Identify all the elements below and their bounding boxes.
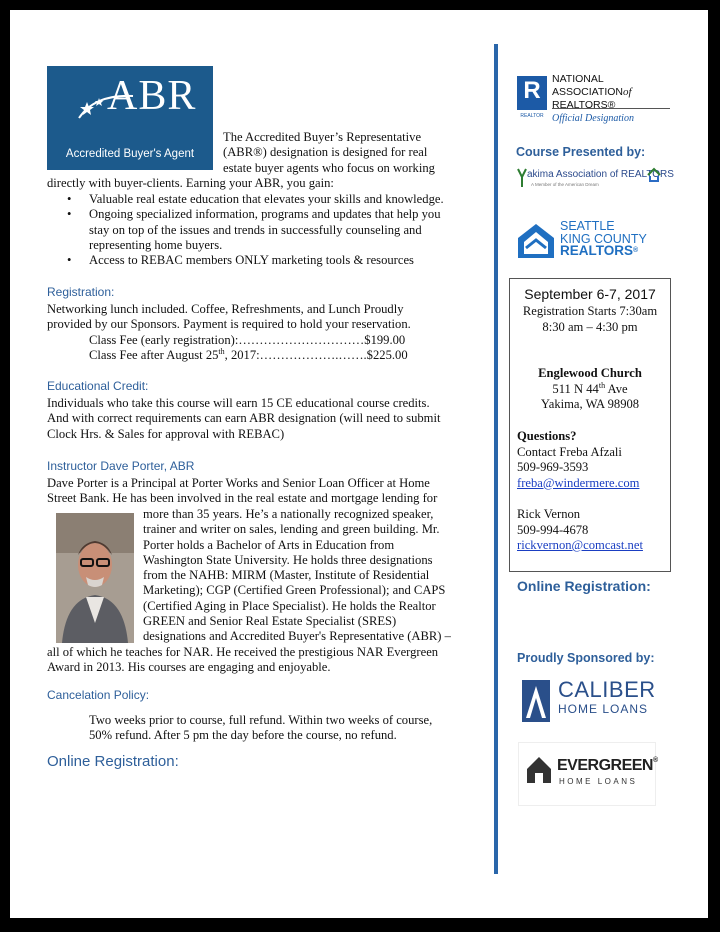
- list-item: • Access to REBAC members ONLY marketing tools & resources: [47, 253, 487, 268]
- vertical-divider: [494, 44, 498, 874]
- registration-text: Networking lunch included. Coffee, Refreshments, and Lunch Proudly provided by our Sponsors. Payment is required to hold your reservation. Class Fee (early registration):…………………………$199.00 Class Fee after August 25th, 2017:……………….…….$225.00: [47, 302, 411, 362]
- contact-info: Questions? Contact Freba Afzali 509-969-3593 freba@windermere.com Rick Vernon 509-994-4678 rickvernon@comcast.net: [517, 429, 643, 552]
- event-times: Registration Starts 7:30am 8:30 am – 4:30 pm: [522, 304, 658, 334]
- intro-full-line: directly with buyer-clients. Earning your ABR, you gain:: [47, 176, 334, 190]
- abr-logo-subtitle: Accredited Buyer's Agent: [65, 148, 195, 160]
- instructor-photo: [56, 513, 134, 643]
- official-designation: Official Designation: [552, 113, 634, 124]
- nar-rule: [552, 108, 670, 109]
- early-fee: Class Fee (early registration):…………………………$199.00: [89, 332, 406, 347]
- seattle-house-icon: [518, 220, 554, 260]
- list-item: • Valuable real estate education that elevates your skills and knowledge.: [47, 192, 487, 207]
- intro-line: (ABR®) designation is designed for real: [223, 145, 428, 160]
- registration-heading: Registration:: [47, 285, 115, 299]
- caliber-mark-icon: [520, 676, 552, 726]
- event-venue: Englewood Church 511 N 44th Ave Yakima, WA 98908: [538, 366, 642, 411]
- realtor-r-icon: R REALTOR: [517, 76, 547, 110]
- course-presented-heading: Course Presented by:: [516, 145, 646, 159]
- nar-logo-text: NATIONAL ASSOCIATIONof REALTORS®: [552, 73, 632, 111]
- cancel-text: Two weeks prior to course, full refund. Within two weeks of course, 50% refund. After 5 pm the day before the course, no refund.: [89, 713, 433, 743]
- instructor-heading: Instructor Dave Porter, ABR: [47, 459, 195, 473]
- event-date: September 6-7, 2017: [524, 286, 656, 302]
- credit-heading: Educational Credit:: [47, 379, 149, 393]
- intro-line: The Accredited Buyer’s Representative: [223, 130, 422, 144]
- instructor-bio-end: all of which he teaches for NAR. He received the prestigious NAR Evergreen Award in 2013. His courses are engaging and enjoyable.: [47, 645, 439, 675]
- list-item: • Ongoing specialized information, programs and updates that help you stay on top of the issues and trends in successfully counseling and representing home buyers.: [47, 207, 487, 253]
- late-fee: Class Fee after August 25th, 2017:……………….…….$225.00: [89, 346, 408, 362]
- sponsored-heading: Proudly Sponsored by:: [517, 651, 655, 665]
- intro-paragraph: [223, 130, 435, 176]
- evergreen-logo: EVERGREEN® HOME LOANS: [518, 742, 656, 806]
- yakima-y-icon: [517, 167, 527, 189]
- instructor-intro: Dave Porter is a Principal at Porter Works and Senior Loan Officer at Home Street Bank. He has been involved in the real estate and mortgage lending for: [47, 476, 438, 506]
- credit-text: Individuals who take this course will earn 15 CE educational course credits. And with correct requirements can earn ABR designation (will need to submit Clock Hrs. & Sales for approval with REBAC): [47, 396, 441, 441]
- abr-logo-text: ABR: [107, 73, 197, 119]
- benefits-list: [47, 192, 487, 268]
- instructor-portrait-image: [56, 513, 134, 643]
- intro-line: estate buyer agents who focus on working: [223, 160, 435, 175]
- flyer-page: [10, 10, 708, 918]
- abr-logo: [47, 66, 213, 170]
- cancel-heading: Cancelation Policy:: [47, 688, 150, 702]
- online-registration-left[interactable]: Online Registration:: [47, 753, 179, 770]
- email-link-rick[interactable]: rickvernon@comcast.net: [517, 538, 643, 552]
- email-link-freba[interactable]: freba@windermere.com: [517, 475, 640, 490]
- online-registration-right[interactable]: Online Registration:: [517, 578, 651, 594]
- yakima-logo: akima Association of REALTORS A Member of the American Dream: [517, 165, 667, 193]
- house-roof-icon: [647, 167, 661, 183]
- instructor-bio: more than 35 years. He’s a nationally recognized speaker, trainer and writer on sales, lending and green building. Mr. Porter holds a Bachelor of Arts in Education from Washington State University. He holds three designations from the NAHB: MIRM (Master, Institute of Residential Marketing); CGP (Certified Green Professional); and CAPS (Certified Aging in Place Specialist). He holds the Realtor GREEN and Senior Real Estate Specialist (SRES) designations and Accredited Buyer's Representative (ABR) –: [143, 507, 451, 644]
- caliber-logo-text: CALIBER HOME LOANS: [558, 677, 656, 716]
- seattle-logo-text: SEATTLE KING COUNTY REALTORS®: [560, 219, 647, 258]
- evergreen-house-icon: [525, 755, 553, 785]
